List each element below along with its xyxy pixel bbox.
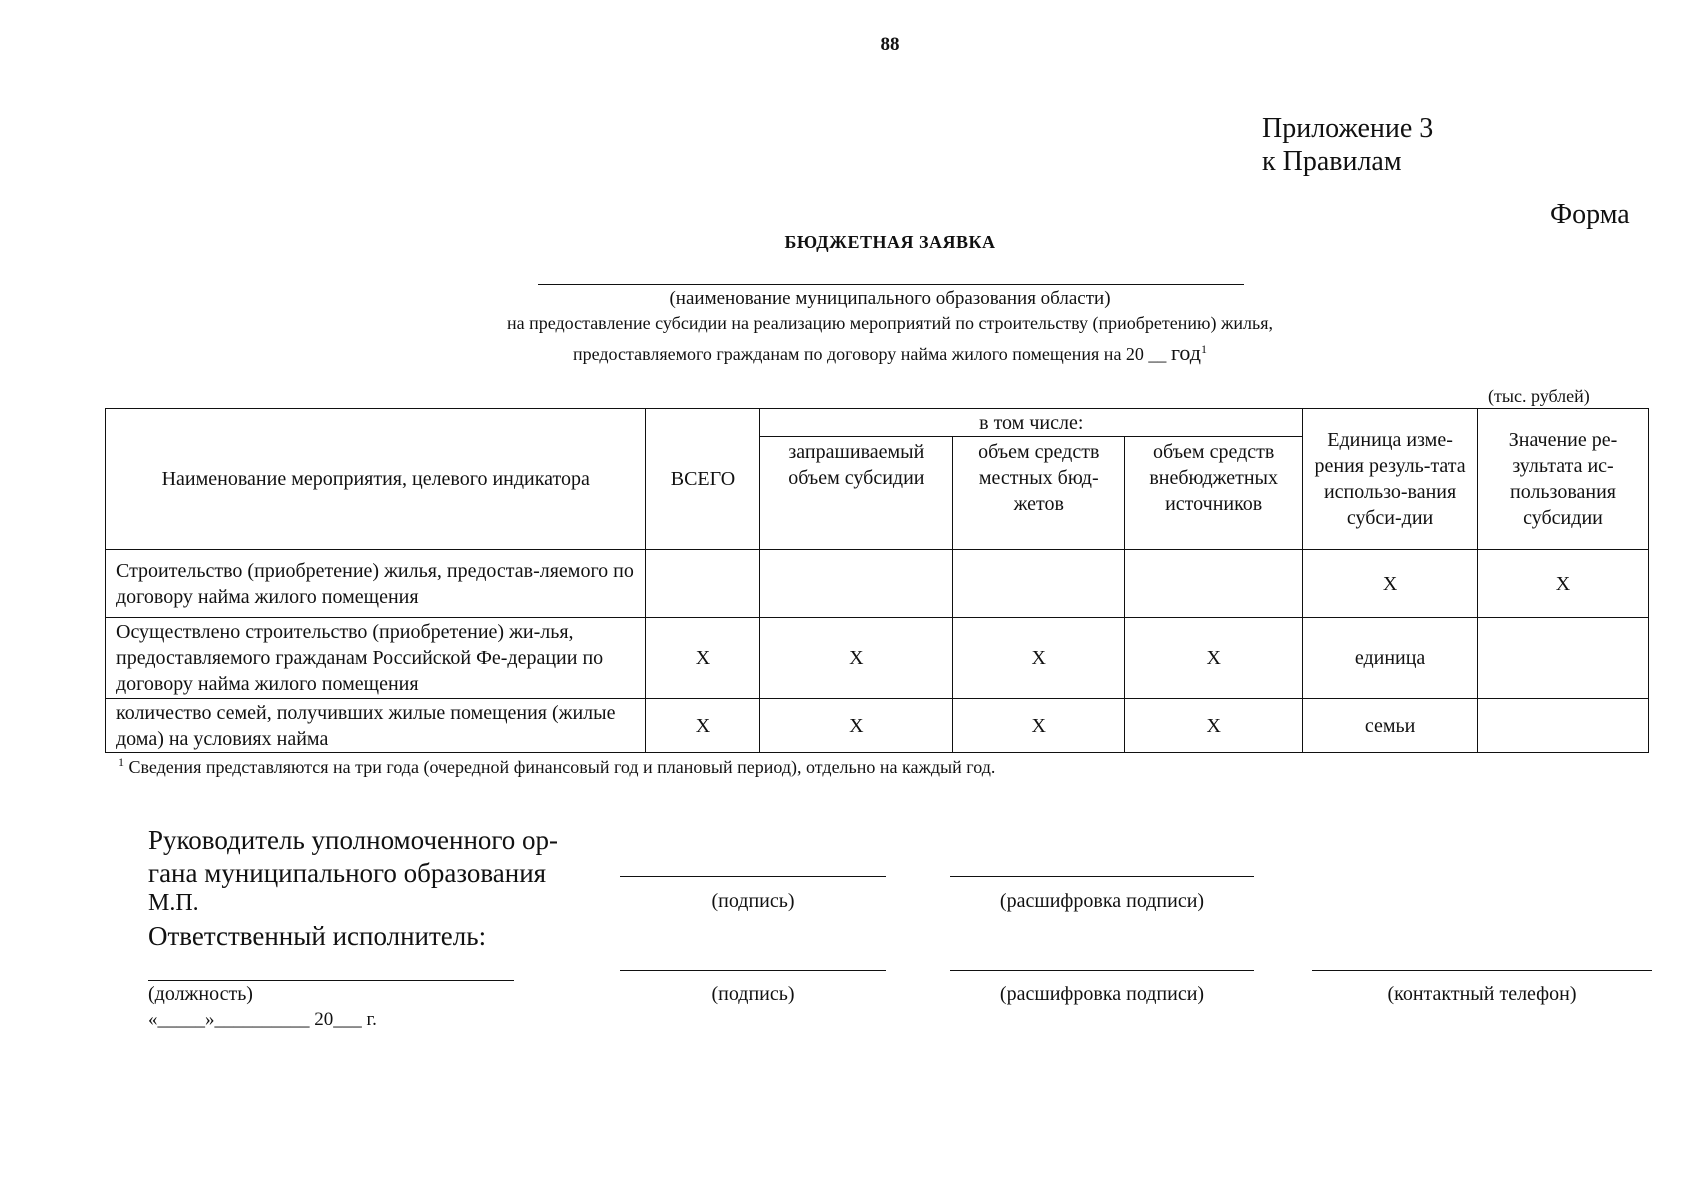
date-line: «_____»__________ 20___ г. xyxy=(148,1009,377,1030)
municipality-name-caption: (наименование муниципального образования области) xyxy=(669,288,1111,309)
budget-table xyxy=(105,408,1649,753)
head-signature-line xyxy=(620,876,886,877)
subtitle-year-word: год xyxy=(1170,340,1201,365)
row-name: Осуществлено строительство (приобретение) жи-лья, предоставляемого гражданам Российской Фе-дерации по договору найма жилого помещения xyxy=(106,618,646,699)
executor-decode-line xyxy=(950,970,1254,971)
row-value xyxy=(1478,618,1649,699)
row-total xyxy=(646,550,760,618)
subtitle-line-2 xyxy=(0,340,1697,366)
phone-line xyxy=(1312,970,1652,971)
footnote-marker: 1 xyxy=(1200,342,1207,356)
header-extrabudget: объем средств внебюджетных источников xyxy=(1125,437,1303,550)
row-extrabudget xyxy=(1125,550,1303,618)
appendix-reference xyxy=(1262,112,1433,178)
phone-caption: (контактный телефон) xyxy=(1387,983,1577,1005)
row-name: количество семей, получивших жилые помещения (жилые дома) на условиях найма xyxy=(106,699,646,753)
row-extrabudget: Х xyxy=(1125,699,1303,753)
header-unit: Единица изме-рения резуль-тата использо-вания субси-дии xyxy=(1303,409,1478,550)
appendix-line-1: Приложение 3 xyxy=(1262,113,1434,144)
row-value xyxy=(1478,699,1649,753)
row-local xyxy=(953,550,1125,618)
page-number: 88 xyxy=(880,34,900,55)
table-row xyxy=(106,618,1649,699)
header-total: ВСЕГО xyxy=(646,409,760,550)
row-unit: единица xyxy=(1303,618,1478,699)
header-local: объем средств местных бюд-жетов xyxy=(953,437,1125,550)
form-label: Форма xyxy=(1550,199,1630,230)
executor-label: Ответственный исполнитель: xyxy=(148,921,487,951)
stamp-place-label: М.П. xyxy=(148,890,199,916)
position-line xyxy=(148,980,514,981)
table-row xyxy=(106,550,1649,618)
row-name: Строительство (приобретение) жилья, предостав-ляемого по договору найма жилого помещения xyxy=(106,550,646,618)
row-local: Х xyxy=(953,699,1125,753)
row-unit: Х xyxy=(1303,550,1478,618)
municipality-name-line xyxy=(538,284,1244,285)
row-total: Х xyxy=(646,699,760,753)
head-decode-caption: (расшифровка подписи) xyxy=(999,890,1205,912)
row-local: Х xyxy=(953,618,1125,699)
header-requested: запрашиваемый объем субсидии xyxy=(760,437,953,550)
head-decode-line xyxy=(950,876,1254,877)
document-title: БЮДЖЕТНАЯ ЗАЯВКА xyxy=(784,232,996,252)
header-including: в том числе: xyxy=(760,409,1303,437)
row-total: Х xyxy=(646,618,760,699)
row-unit: семьи xyxy=(1303,699,1478,753)
row-requested xyxy=(760,550,953,618)
head-title-line-2: гана муниципального образования xyxy=(148,858,547,888)
executor-decode-caption: (расшифровка подписи) xyxy=(999,983,1205,1005)
row-extrabudget: Х xyxy=(1125,618,1303,699)
appendix-line-2: к Правилам xyxy=(1262,146,1402,177)
table-header-row xyxy=(106,409,1649,437)
row-value: Х xyxy=(1478,550,1649,618)
subtitle-line-1: на предоставление субсидии на реализацию мероприятий по строительству (приобретению) жилья, xyxy=(507,313,1273,333)
footnote xyxy=(118,755,995,778)
units-label: (тыс. рублей) xyxy=(1488,386,1590,406)
position-caption: (должность) xyxy=(148,983,253,1005)
executor-signature-line xyxy=(620,970,886,971)
subtitle-line-2-text: предоставляемого гражданам по договору найма жилого помещения на 20 __ xyxy=(573,344,1171,364)
footnote-number: 1 xyxy=(118,755,124,769)
row-requested: Х xyxy=(760,618,953,699)
executor-signature-caption: (подпись) xyxy=(711,983,795,1005)
table-row xyxy=(106,699,1649,753)
footnote-text: Сведения представляются на три года (очередной финансовый год и плановый период), отдельно на каждый год. xyxy=(128,757,996,777)
head-title-line-1: Руководитель уполномоченного ор- xyxy=(148,825,559,855)
header-name: Наименование мероприятия, целевого индикатора xyxy=(106,409,646,550)
head-signature-caption: (подпись) xyxy=(711,890,795,912)
row-requested: Х xyxy=(760,699,953,753)
header-value: Значение ре-зультата ис-пользования субсидии xyxy=(1478,409,1649,550)
